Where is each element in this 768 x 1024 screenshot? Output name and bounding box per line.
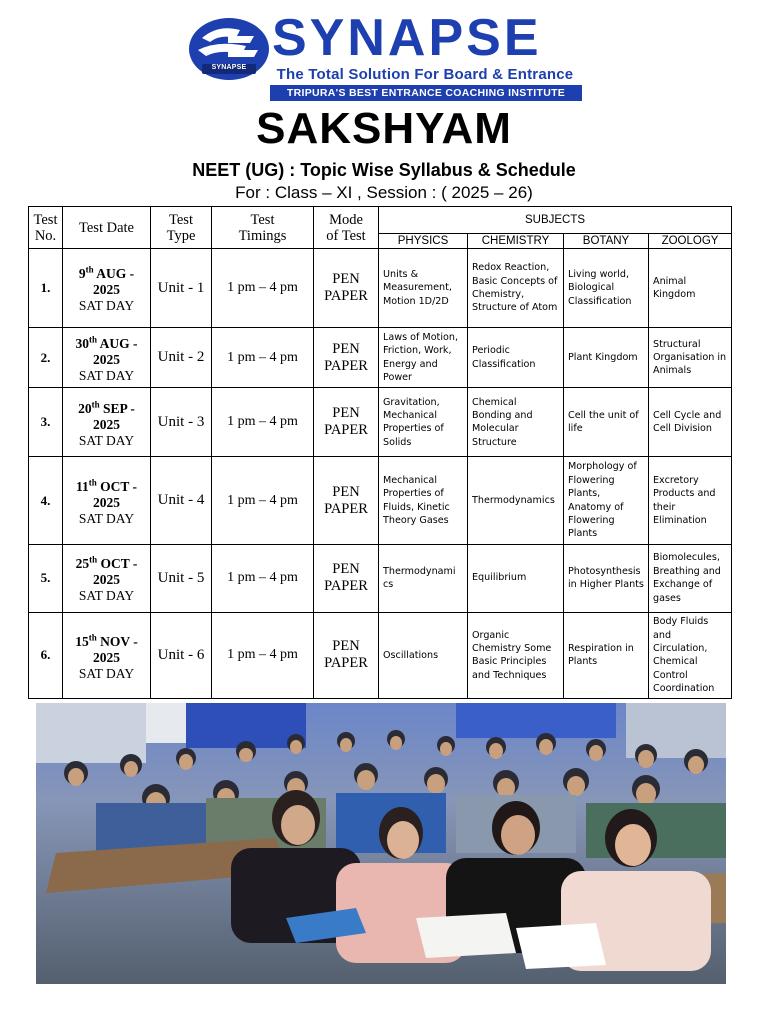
header-test-no: Test No. bbox=[29, 207, 63, 249]
test-date: 25th OCT - 2025 SAT DAY bbox=[63, 544, 151, 612]
chemistry-topics: Equilibrium bbox=[468, 544, 564, 612]
botany-topics: Living world, Biological Classification bbox=[564, 249, 649, 328]
test-date: 11th OCT - 2025 SAT DAY bbox=[63, 457, 151, 544]
tagline: The Total Solution For Board & Entrance bbox=[276, 66, 574, 83]
test-timing: 1 pm – 4 pm bbox=[212, 457, 314, 544]
schedule-table bbox=[28, 206, 732, 699]
classroom-photo-image bbox=[36, 703, 726, 984]
test-type: Unit - 2 bbox=[151, 328, 212, 388]
test-type: Unit - 6 bbox=[151, 612, 212, 698]
test-type: Unit - 1 bbox=[151, 249, 212, 328]
test-date: 30th AUG - 2025 SAT DAY bbox=[63, 328, 151, 388]
test-mode: PEN PAPER bbox=[314, 612, 379, 698]
header-subjects: SUBJECTS bbox=[379, 207, 732, 234]
header-test-timings: Test Timings bbox=[212, 207, 314, 249]
test-date: 15th NOV - 2025 SAT DAY bbox=[63, 612, 151, 698]
physics-topics: Mechanical Properties of Fluids, Kinetic Theory Gases bbox=[379, 457, 468, 544]
test-timing: 1 pm – 4 pm bbox=[212, 388, 314, 457]
test-mode: PEN PAPER bbox=[314, 249, 379, 328]
classroom-photo bbox=[36, 703, 726, 984]
physics-topics: Thermodynami cs bbox=[379, 544, 468, 612]
class-session-line: For : Class – XI , Session : ( 2025 – 26) bbox=[235, 183, 533, 202]
test-number: 6. bbox=[29, 612, 63, 698]
table-header-row bbox=[29, 207, 732, 234]
test-timing: 1 pm – 4 pm bbox=[212, 612, 314, 698]
header-physics: PHYSICS bbox=[379, 234, 468, 249]
test-number: 3. bbox=[29, 388, 63, 457]
table-row bbox=[29, 612, 732, 698]
table-row bbox=[29, 544, 732, 612]
page-subtitle: NEET (UG) : Topic Wise Syllabus & Schedule bbox=[192, 160, 576, 180]
test-number: 4. bbox=[29, 457, 63, 544]
header-botany: BOTANY bbox=[564, 234, 649, 249]
brand-name: SYNAPSE bbox=[272, 9, 542, 67]
test-type: Unit - 4 bbox=[151, 457, 212, 544]
header-zoology: ZOOLOGY bbox=[649, 234, 732, 249]
header-test-date: Test Date bbox=[63, 207, 151, 249]
header-chemistry: CHEMISTRY bbox=[468, 234, 564, 249]
test-mode: PEN PAPER bbox=[314, 457, 379, 544]
test-timing: 1 pm – 4 pm bbox=[212, 544, 314, 612]
zoology-topics: Body Fluids and Circulation, Chemical Control Coordination bbox=[649, 612, 732, 698]
emblem-label: SYNAPSE bbox=[211, 64, 247, 71]
botany-topics: Photosynthesis in Higher Plants bbox=[564, 544, 649, 612]
test-date: 9th AUG - 2025 SAT DAY bbox=[63, 249, 151, 328]
zoology-topics: Structural Organisation in Animals bbox=[649, 328, 732, 388]
test-mode: PEN PAPER bbox=[314, 328, 379, 388]
table-row bbox=[29, 388, 732, 457]
chemistry-topics: Chemical Bonding and Molecular Structure bbox=[468, 388, 564, 457]
test-number: 5. bbox=[29, 544, 63, 612]
physics-topics: Laws of Motion, Friction, Work, Energy and Power bbox=[379, 328, 468, 388]
header-mode: Mode of Test bbox=[314, 207, 379, 249]
test-number: 2. bbox=[29, 328, 63, 388]
zoology-topics: Animal Kingdom bbox=[649, 249, 732, 328]
test-number: 1. bbox=[29, 249, 63, 328]
chemistry-topics: Thermodynamics bbox=[468, 457, 564, 544]
chemistry-topics: Periodic Classification bbox=[468, 328, 564, 388]
synapse-emblem-icon bbox=[188, 16, 270, 82]
physics-topics: Units & Measurement, Motion 1D/2D bbox=[379, 249, 468, 328]
zoology-topics: Excretory Products and their Elimination bbox=[649, 457, 732, 544]
test-mode: PEN PAPER bbox=[314, 388, 379, 457]
table-row bbox=[29, 328, 732, 388]
synapse-logo bbox=[184, 9, 582, 106]
page-title: SAKSHYAM bbox=[256, 104, 512, 153]
test-timing: 1 pm – 4 pm bbox=[212, 328, 314, 388]
test-type: Unit - 5 bbox=[151, 544, 212, 612]
chemistry-topics: Redox Reaction, Basic Concepts of Chemistry, Structure of Atom bbox=[468, 249, 564, 328]
botany-topics: Morphology of Flowering Plants, Anatomy of Flowering Plants bbox=[564, 457, 649, 544]
test-type: Unit - 3 bbox=[151, 388, 212, 457]
table-row bbox=[29, 457, 732, 544]
physics-topics: Gravitation, Mechanical Properties of Solids bbox=[379, 388, 468, 457]
test-timing: 1 pm – 4 pm bbox=[212, 249, 314, 328]
botany-topics: Plant Kingdom bbox=[564, 328, 649, 388]
test-date: 20th SEP - 2025 SAT DAY bbox=[63, 388, 151, 457]
botany-topics: Cell the unit of life bbox=[564, 388, 649, 457]
chemistry-topics: Organic Chemistry Some Basic Principles and Techniques bbox=[468, 612, 564, 698]
table-row bbox=[29, 249, 732, 328]
subtagline: TRIPURA'S BEST ENTRANCE COACHING INSTITUTE bbox=[286, 87, 566, 99]
physics-topics: Oscillations bbox=[379, 612, 468, 698]
botany-topics: Respiration in Plants bbox=[564, 612, 649, 698]
zoology-topics: Cell Cycle and Cell Division bbox=[649, 388, 732, 457]
test-mode: PEN PAPER bbox=[314, 544, 379, 612]
header-test-type: Test Type bbox=[151, 207, 212, 249]
zoology-topics: Biomolecules, Breathing and Exchange of gases bbox=[649, 544, 732, 612]
